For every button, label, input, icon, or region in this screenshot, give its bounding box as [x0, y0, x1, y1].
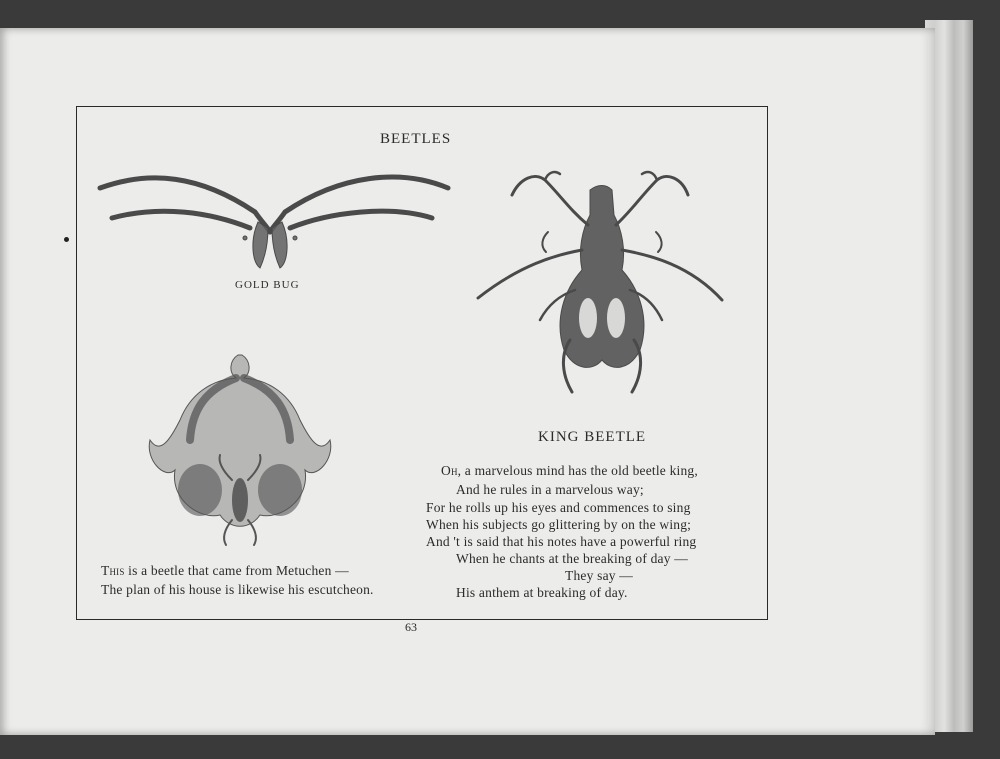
right-verse-line-2: And he rules in a marvelous way;: [456, 482, 644, 497]
left-verse-line-1-rest: is a beetle that came from Metuchen —: [124, 563, 349, 578]
right-verse-line-7: They say —: [565, 568, 633, 583]
metuchen-beetle-image: [149, 355, 331, 545]
right-verse-line-6: When he chants at the breaking of day —: [456, 551, 688, 566]
right-verse-first-word: Oh,: [441, 463, 462, 478]
right-verse-line-4: When his subjects go glittering by on the wing;: [426, 517, 692, 532]
right-verse-line-3: For he rolls up his eyes and commences to sing: [426, 500, 691, 515]
left-verse-line-1: [101, 563, 349, 579]
right-verse-line-5: And 't is said that his notes have a powerful ring: [426, 534, 697, 549]
page-number: 63: [405, 620, 417, 634]
king-beetle-image: [478, 172, 722, 392]
page-title: BEETLES: [380, 131, 452, 147]
gold-bug-image: [100, 177, 448, 268]
right-verse-line-8: His anthem at breaking of day.: [456, 585, 628, 600]
gold-bug-caption: GOLD BUG: [235, 279, 300, 291]
right-verse-line-1: [441, 463, 698, 479]
left-verse-line-2: The plan of his house is likewise his escutcheon.: [101, 582, 374, 597]
left-verse-first-word: This: [101, 563, 125, 578]
right-verse-line-1-rest: a marvelous mind has the old beetle king,: [461, 463, 698, 478]
king-beetle-caption: KING BEETLE: [538, 429, 647, 445]
